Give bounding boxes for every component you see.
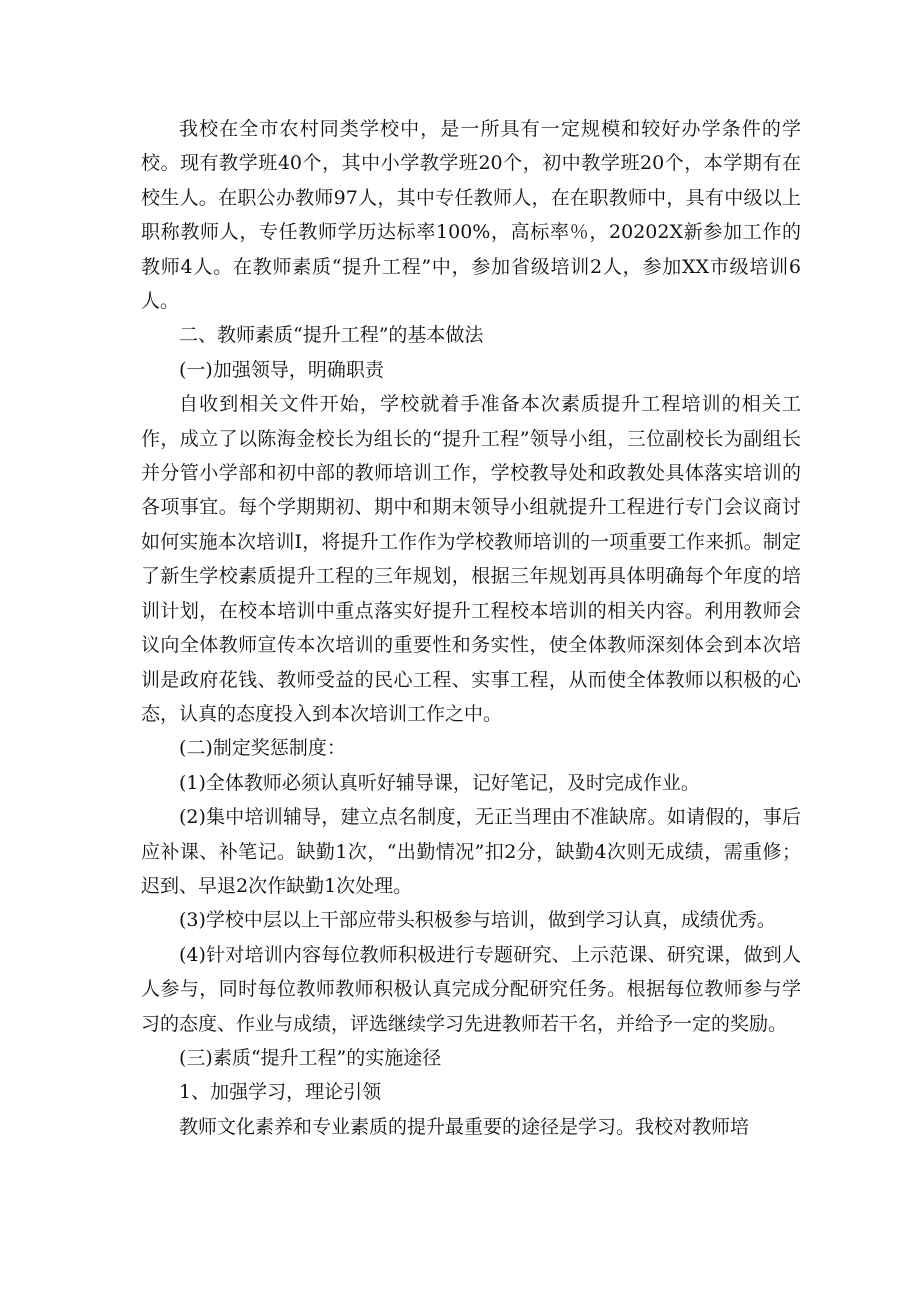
subheading-study: 1、加强学习，理论引领 — [179, 1081, 382, 1104]
rule-item-2: (2)集中培训辅导，建立点名制度，无正当理由不准缺席。如请假的，事后应补课、补笔记。缺勤1次，“出勤情况”扣2分，缺勤4次则无成绩，需重修；迟到、早退2次作缺勤1次处理。 — [141, 806, 801, 897]
document-body — [141, 112, 801, 1144]
subheading-implementation: (三)素质“提升工程”的实施途径 — [179, 1046, 442, 1069]
rule-item-4: (4)针对培训内容每位教师积极进行专题研究、上示范课、研究课，做到人人参与，同时每位教师教师积极认真完成分配研究任务。根据每位教师参与学习的态度、作业与成绩，评选继续学习先进教师若干名，并给予一定的奖励。 — [141, 943, 801, 1035]
rule-item-1: (1)全体教师必须认真听好辅导课，记好笔记，及时完成作业。 — [179, 771, 700, 794]
subheading-leadership: (一)加强领导，明确职责 — [179, 358, 384, 381]
rule-item-3: (3)学校中层以上干部应带头积极参与培训，做到学习认真，成绩优秀。 — [179, 909, 776, 932]
paragraph-school-overview: 我校在全市农村同类学校中，是一所具有一定规模和较好办学条件的学校。现有教学班40个，其中小学教学班20个，初中教学班20个，本学期有在校生人。在职公办教师97人，其中专任教师人，在在职教师中，具有中级以上职称教师人，专任教师学历达标率100%，高标率％，20202X新参加工作的教师4人。在教师素质“提升工程”中，参加省级培训2人，参加XX市级培训6人。 — [141, 118, 801, 313]
subheading-reward-system: (二)制定奖惩制度： — [179, 737, 346, 760]
heading-section-2: 二、教师素质“提升工程”的基本做法 — [179, 324, 484, 347]
paragraph-leadership: 自收到相关文件开始，学校就着手准备本次素质提升工程培训的相关工作，成立了以陈海金校长为组长的“提升工程”领导小组，三位副校长为副组长并分管小学部和初中部的教师培训工作，学校教导处和政教处具体落实培训的各项事宜。每个学期期初、期中和期末领导小组就提升工程进行专门会议商讨如何实施本次培训Ⅰ，将提升工作作为学校教师培训的一项重要工作来抓。制定了新生学校素质提升工程的三年规划，根据三年规划再具体明确每个年度的培训计划，在校本培训中重点落实好提升工程校本培训的相关内容。利用教师会议向全体教师宣传本次培训的重要性和务实性，使全体教师深刻体会到本次培训是政府花钱、教师受益的民心工程、实事工程，从而使全体教师以积极的心态，认真的态度投入到本次培训工作之中。 — [141, 393, 801, 725]
paragraph-study: 教师文化素养和专业素质的提升最重要的途径是学习。我校对教师培 — [179, 1115, 750, 1138]
